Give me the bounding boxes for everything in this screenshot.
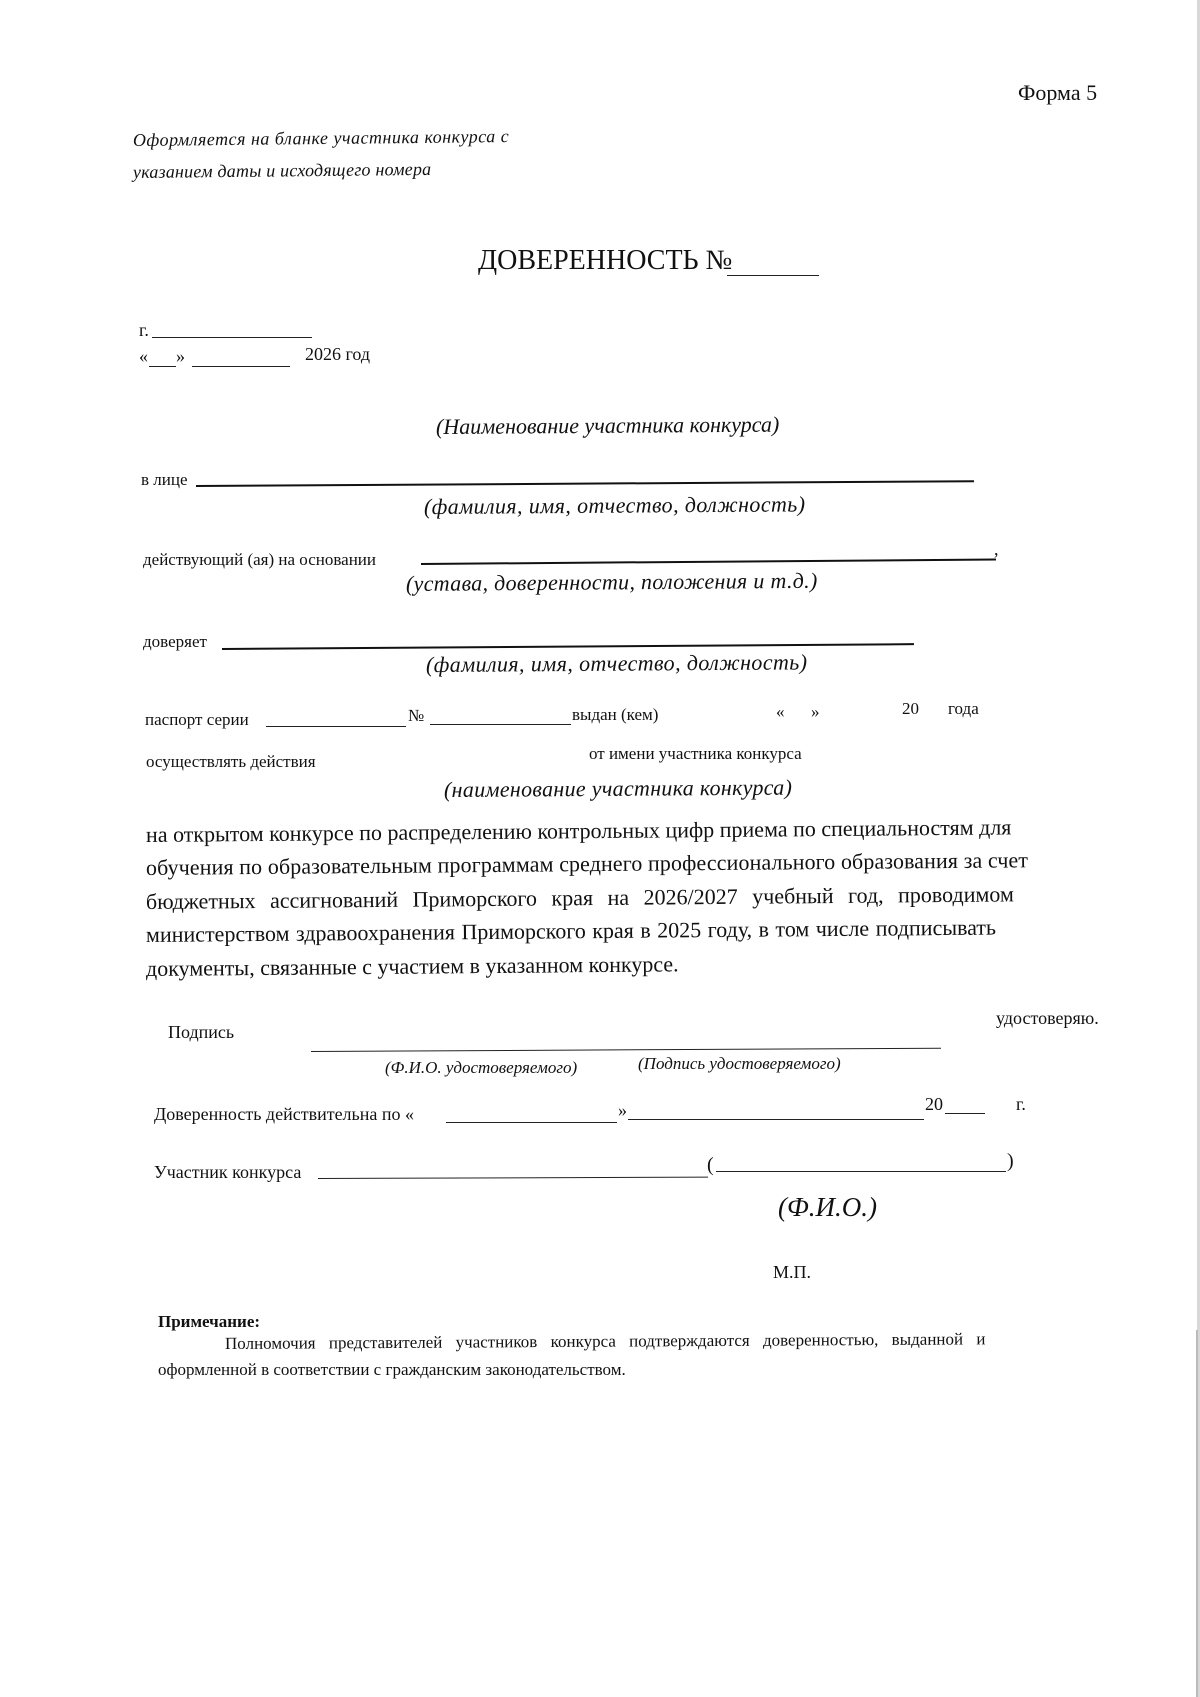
acting-caption: (устава, доверенности, положения и т.д.) (405, 567, 818, 596)
in-person-blank[interactable] (196, 480, 974, 487)
date-open-quote: « (139, 346, 148, 366)
valid-century: 20 (925, 1094, 943, 1114)
place-prefix: г. (139, 320, 149, 340)
paren-close: ) (1007, 1150, 1014, 1172)
body-line-3 (146, 881, 1014, 915)
place-blank[interactable] (152, 337, 312, 338)
date-year: 2026 год (305, 344, 371, 364)
valid-day-blank[interactable] (446, 1122, 617, 1123)
passport-series-blank[interactable] (266, 726, 406, 727)
acting-blank[interactable] (421, 558, 996, 565)
passport-issued-label: выдан (кем) (572, 705, 659, 724)
body-text: документы, связанные с участием в указанном конкурсе. (145, 951, 679, 981)
signature-caption-fio: (Ф.И.О. удостоверяемого) (385, 1058, 578, 1077)
date-month-blank[interactable] (192, 366, 290, 367)
body-text: министерством здравоохранения Приморского края в 2025 году, в том числе подписывать (145, 914, 997, 947)
valid-year-blank[interactable] (945, 1113, 985, 1114)
page-title: ДОВЕРЕННОСТЬ № (478, 245, 733, 276)
paren-open: ( (707, 1154, 714, 1176)
participant-fio-blank[interactable] (716, 1171, 1006, 1172)
body-line-1 (146, 814, 1112, 848)
header-note-line2: указанием даты и исходящего номера (132, 158, 432, 182)
passport-quote-close: » (811, 702, 820, 721)
valid-label: Доверенность действительна по « (154, 1104, 414, 1124)
body-line-2 (146, 847, 1028, 881)
passport-number-blank[interactable] (430, 724, 571, 725)
signature-blank[interactable] (311, 1048, 941, 1052)
on-behalf-label: от имени участника конкурса (589, 744, 802, 763)
title-number-blank[interactable] (727, 275, 819, 276)
trusts-blank[interactable] (222, 643, 914, 650)
trusts-label: доверяет (143, 632, 207, 651)
valid-close-quote: » (618, 1100, 627, 1120)
passport-number-label: № (408, 706, 425, 725)
in-person-label: в лице (141, 470, 188, 489)
form-label: Форма 5 (1018, 80, 1098, 105)
body-text: на открытом конкурсе по распределению контрольных цифр приема по специальностям для (145, 814, 1012, 847)
trusts-caption: (фамилия, имя, отчество, должность) (425, 649, 808, 677)
date-day-blank[interactable] (149, 366, 176, 367)
participant-label: Участник конкурса (154, 1162, 302, 1182)
actions-label: осуществлять действия (146, 752, 316, 771)
signature-label: Подпись (168, 1022, 235, 1042)
stamp-place: М.П. (773, 1262, 812, 1282)
valid-year-suffix: г. (1016, 1094, 1026, 1114)
note-title: Примечание: (158, 1312, 261, 1331)
note-line-2: оформленной в соответствии с гражданским законодательством. (158, 1360, 626, 1379)
passport-series-label: паспорт серии (145, 710, 249, 729)
scan-edge-shadow (1196, 1330, 1198, 1697)
body-line-4 (146, 915, 996, 948)
acting-comma: , (994, 539, 999, 559)
date-close-quote: » (176, 346, 185, 366)
header-note-line1: Оформляется на бланке участника конкурса с (132, 126, 510, 150)
note-line-1: Полномочия представителей участников конкурса подтверждаются доверенностью, выданной и (224, 1329, 986, 1353)
body-text: обучения по образовательным программам среднего профессионального образования за счет (145, 847, 1029, 880)
in-person-caption: (фамилия, имя, отчество, должность) (423, 491, 806, 519)
signature-caption-sign: (Подпись удостоверяемого) (638, 1054, 841, 1073)
participant-signature-blank[interactable] (318, 1177, 708, 1179)
passport-quote-open: « (776, 702, 785, 721)
fio-caption: (Ф.И.О.) (778, 1192, 877, 1222)
acting-label: действующий (ая) на основании (143, 550, 376, 569)
body-line-5 (146, 951, 679, 982)
body-text: бюджетных ассигнований Приморского края на 2026/2027 учебный год, проводимом (145, 881, 1014, 914)
certify-label: удостоверяю. (996, 1008, 1099, 1028)
participant-name-caption: (Наименование участника конкурса) (435, 411, 780, 439)
on-behalf-caption: (наименование участника конкурса) (443, 774, 793, 802)
passport-century: 20 (902, 699, 919, 718)
passport-year-word: года (948, 699, 979, 718)
valid-month-blank[interactable] (628, 1119, 924, 1120)
